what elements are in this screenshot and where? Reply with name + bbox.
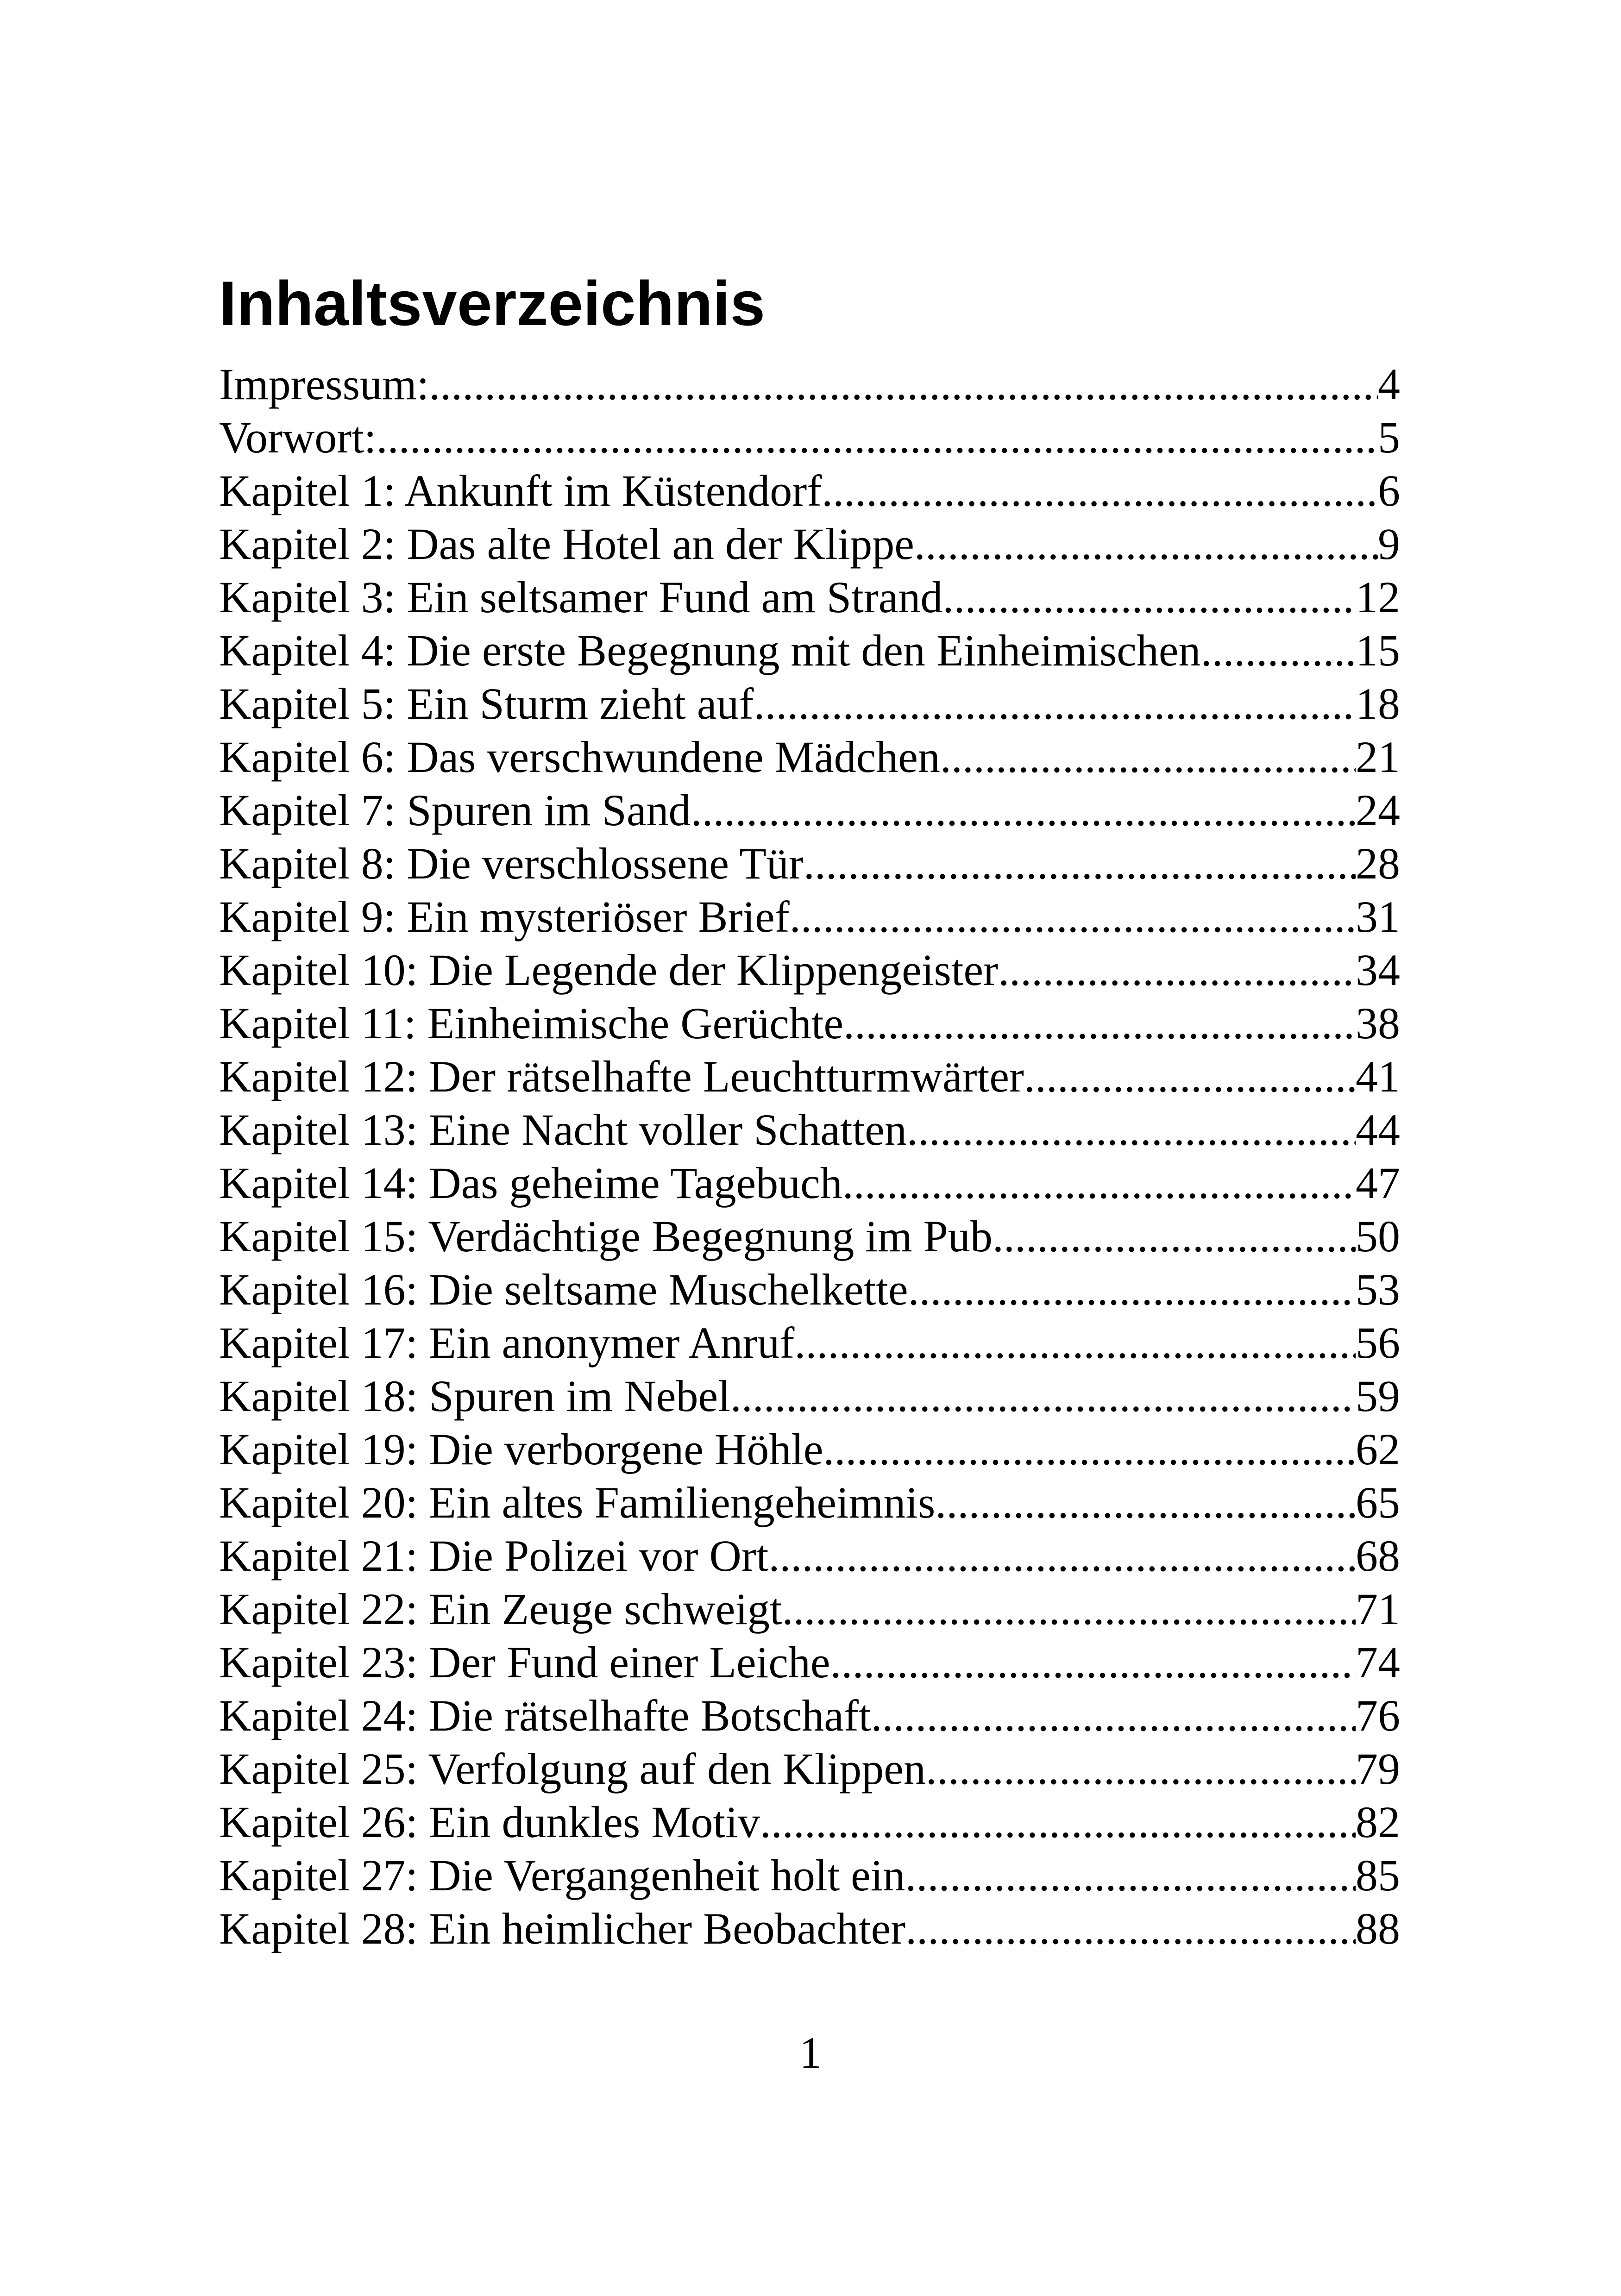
toc-dot-leader [993, 1210, 1356, 1263]
toc-entry[interactable] [219, 464, 1400, 517]
toc-entry[interactable] [219, 1529, 1400, 1582]
toc-entry[interactable] [219, 358, 1400, 411]
toc-entry[interactable] [219, 784, 1400, 837]
toc-entry-page: 76 [1356, 1691, 1400, 1740]
toc-entry[interactable] [219, 624, 1400, 677]
toc-entry-title: Kapitel 6: Das verschwundene Mädchen [219, 732, 940, 782]
toc-entry-page: 12 [1356, 572, 1400, 622]
toc-entry[interactable] [219, 890, 1400, 943]
toc-entry-page: 71 [1356, 1584, 1400, 1634]
toc-dot-leader [377, 411, 1378, 464]
toc-entry-page: 4 [1378, 359, 1400, 409]
toc-dot-leader [760, 1795, 1356, 1849]
toc-entry-page: 9 [1378, 519, 1400, 569]
toc-entry-title: Kapitel 22: Ein Zeuge schweigt [219, 1584, 782, 1634]
page-number: 1 [799, 2028, 822, 2077]
toc-entry[interactable] [219, 677, 1400, 730]
toc-entry[interactable] [219, 1476, 1400, 1529]
toc-entry-page: 34 [1356, 945, 1400, 995]
toc-dot-leader [830, 1636, 1356, 1689]
toc-entry-page: 79 [1356, 1744, 1400, 1794]
toc-dot-leader [914, 517, 1378, 571]
toc-entry-page: 31 [1356, 892, 1400, 941]
toc-entry-page: 15 [1356, 626, 1400, 675]
toc-entry[interactable] [219, 1263, 1400, 1316]
toc-dot-leader [794, 1316, 1356, 1369]
toc-entry[interactable] [219, 997, 1400, 1050]
toc-dot-leader [823, 1423, 1356, 1476]
toc-entry-title: Kapitel 4: Die erste Begegnung mit den Einheimischen [219, 626, 1201, 675]
toc-entry-title: Kapitel 21: Die Polizei vor Ort [219, 1531, 769, 1581]
toc-entry-page: 5 [1378, 413, 1400, 462]
toc-entry-title: Kapitel 16: Die seltsame Muschelkette [219, 1265, 908, 1314]
toc-dot-leader [1024, 1050, 1356, 1103]
toc-entry-page: 53 [1356, 1265, 1400, 1314]
toc-dot-leader [940, 730, 1356, 784]
toc-entry-page: 21 [1356, 732, 1400, 782]
table-of-contents [219, 358, 1400, 1955]
toc-dot-leader [871, 1689, 1356, 1742]
toc-entry[interactable] [219, 1795, 1400, 1849]
toc-entry[interactable] [219, 943, 1400, 997]
toc-dot-leader [1200, 624, 1356, 677]
toc-entry-title: Kapitel 1: Ankunft im Küstendorf [219, 466, 822, 515]
toc-dot-leader [822, 464, 1378, 517]
toc-entry-title: Impressum: [219, 359, 429, 409]
toc-entry[interactable] [219, 1902, 1400, 1955]
toc-entry-title: Kapitel 17: Ein anonymer Anruf [219, 1318, 795, 1368]
toc-entry-page: 44 [1356, 1105, 1400, 1154]
toc-dot-leader [905, 1902, 1356, 1955]
toc-entry-page: 38 [1356, 998, 1400, 1048]
toc-entry[interactable] [219, 1316, 1400, 1369]
toc-entry-page: 88 [1356, 1904, 1400, 1953]
toc-entry-page: 47 [1356, 1158, 1400, 1208]
toc-dot-leader [782, 1582, 1356, 1636]
toc-entry-title: Kapitel 27: Die Vergangenheit holt ein [219, 1851, 905, 1900]
toc-entry[interactable] [219, 1689, 1400, 1742]
toc-entry[interactable] [219, 571, 1400, 624]
toc-entry-title: Kapitel 26: Ein dunkles Motiv [219, 1797, 760, 1847]
toc-entry[interactable] [219, 837, 1400, 890]
toc-entry[interactable] [219, 1636, 1400, 1689]
toc-entry[interactable] [219, 730, 1400, 784]
toc-entry-title: Kapitel 19: Die verborgene Höhle [219, 1424, 823, 1474]
toc-dot-leader [926, 1742, 1356, 1795]
toc-entry-title: Kapitel 15: Verdächtige Begegnung im Pub [219, 1211, 993, 1261]
toc-entry-title: Kapitel 11: Einheimische Gerüchte [219, 998, 843, 1048]
toc-entry-title: Kapitel 18: Spuren im Nebel [219, 1371, 730, 1421]
toc-entry[interactable] [219, 1050, 1400, 1103]
toc-entry-title: Kapitel 14: Das geheime Tagebuch [219, 1158, 842, 1208]
toc-entry-page: 28 [1356, 839, 1400, 888]
toc-dot-leader [754, 677, 1356, 730]
toc-entry[interactable] [219, 1742, 1400, 1795]
toc-entry-page: 62 [1356, 1424, 1400, 1474]
toc-entry[interactable] [219, 411, 1400, 464]
toc-entry[interactable] [219, 1210, 1400, 1263]
toc-dot-leader [842, 1156, 1356, 1210]
toc-dot-leader [942, 571, 1356, 624]
toc-entry-title: Kapitel 28: Ein heimlicher Beobachter [219, 1904, 906, 1953]
toc-entry[interactable] [219, 1849, 1400, 1902]
toc-dot-leader [790, 890, 1356, 943]
toc-entry-page: 50 [1356, 1211, 1400, 1261]
toc-entry-page: 85 [1356, 1851, 1400, 1900]
toc-dot-leader [908, 1263, 1356, 1316]
toc-entry-page: 41 [1356, 1052, 1400, 1101]
toc-dot-leader [935, 1476, 1356, 1529]
toc-entry-title: Kapitel 8: Die verschlossene Tür [219, 839, 804, 888]
toc-entry-title: Vorwort: [219, 413, 377, 462]
toc-entry[interactable] [219, 1582, 1400, 1636]
toc-entry-page: 6 [1378, 466, 1400, 515]
toc-entry-title: Kapitel 7: Spuren im Sand [219, 785, 691, 835]
toc-dot-leader [768, 1529, 1356, 1582]
toc-dot-leader [429, 358, 1378, 411]
toc-entry[interactable] [219, 1156, 1400, 1210]
toc-entry-page: 82 [1356, 1797, 1400, 1847]
toc-dot-leader [804, 837, 1356, 890]
toc-entry[interactable] [219, 1103, 1400, 1156]
toc-entry-title: Kapitel 13: Eine Nacht voller Schatten [219, 1105, 907, 1154]
toc-entry-title: Kapitel 20: Ein altes Familiengeheimnis [219, 1478, 936, 1527]
toc-entry[interactable] [219, 1423, 1400, 1476]
toc-entry-title: Kapitel 25: Verfolgung auf den Klippen [219, 1744, 926, 1794]
toc-dot-leader [907, 1103, 1356, 1156]
toc-entry-title: Kapitel 5: Ein Sturm zieht auf [219, 679, 754, 728]
toc-entry-page: 59 [1356, 1371, 1400, 1421]
toc-heading: Inhaltsverzeichnis [219, 268, 766, 339]
toc-entry-title: Kapitel 24: Die rätselhafte Botschaft [219, 1691, 871, 1740]
toc-dot-leader [905, 1849, 1356, 1902]
toc-entry[interactable] [219, 1369, 1400, 1423]
toc-entry-page: 24 [1356, 785, 1400, 835]
toc-entry-title: Kapitel 10: Die Legende der Klippengeister [219, 945, 999, 995]
toc-entry-title: Kapitel 9: Ein mysteriöser Brief [219, 892, 790, 941]
toc-entry-title: Kapitel 12: Der rätselhafte Leuchtturmwärter [219, 1052, 1024, 1101]
toc-entry-page: 74 [1356, 1637, 1400, 1687]
toc-dot-leader [691, 784, 1356, 837]
toc-entry-page: 65 [1356, 1478, 1400, 1527]
toc-dot-leader [998, 943, 1356, 997]
toc-dot-leader [730, 1369, 1356, 1423]
toc-dot-leader [843, 997, 1356, 1050]
toc-entry-page: 68 [1356, 1531, 1400, 1581]
toc-entry-title: Kapitel 2: Das alte Hotel an der Klippe [219, 519, 914, 569]
toc-entry[interactable] [219, 517, 1400, 571]
toc-entry-title: Kapitel 3: Ein seltsamer Fund am Strand [219, 572, 943, 622]
toc-entry-page: 56 [1356, 1318, 1400, 1368]
toc-entry-title: Kapitel 23: Der Fund einer Leiche [219, 1637, 830, 1687]
toc-entry-page: 18 [1356, 679, 1400, 728]
